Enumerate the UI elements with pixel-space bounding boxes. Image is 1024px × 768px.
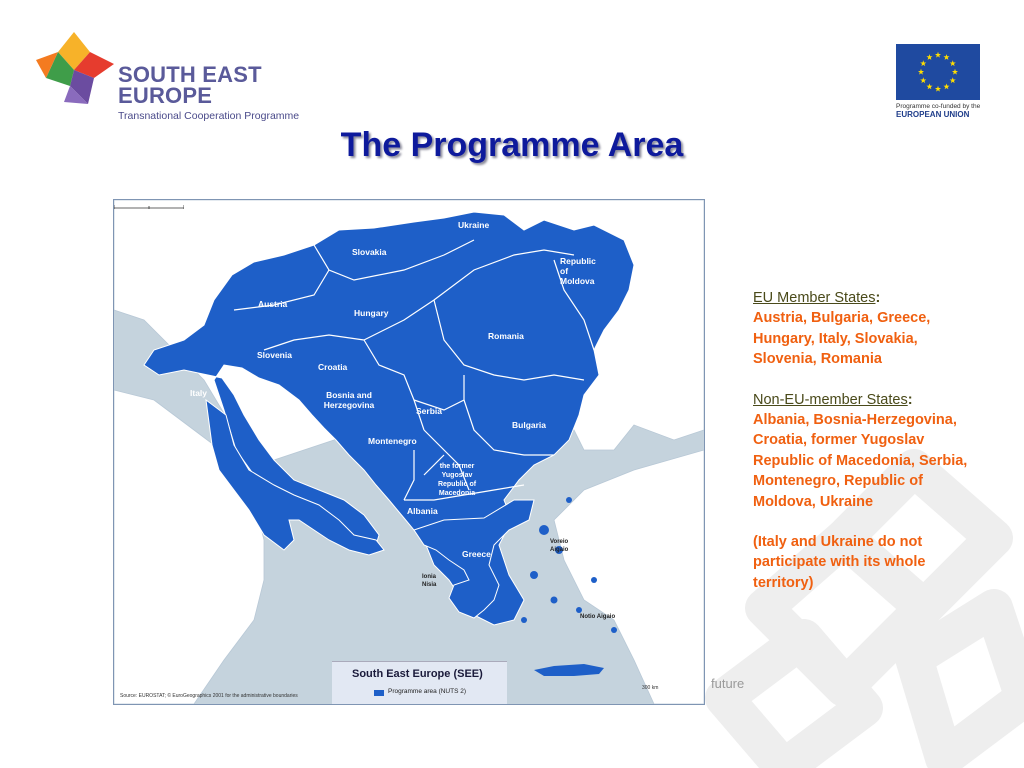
- label-moldova: Republic of Moldova: [560, 256, 596, 286]
- non-eu-members-list: Albania, Bosnia-Herzegovina, Croatia, former Yugoslav Republic of Macedonia, Serbia, Montenegro, Republic of Moldova, Ukraine: [753, 412, 968, 510]
- label-voreio-aigaio: Voreio Aigaio: [550, 539, 569, 553]
- legend-label: Programme area (NUTS 2): [388, 688, 467, 695]
- label-romania: Romania: [488, 331, 524, 341]
- aegean-island: [539, 525, 549, 535]
- logo-subtitle: Transnational Cooperation Programme: [118, 110, 300, 122]
- colon: :: [907, 391, 913, 408]
- non-eu-members-heading: Non-EU-member States: [753, 391, 908, 408]
- label-greece: Greece: [462, 549, 491, 559]
- label-bulgaria: Bulgaria: [512, 420, 547, 430]
- label-serbia: Serbia: [416, 406, 442, 416]
- label-macedonia: the former Yugoslav Republic of Macedonia: [437, 463, 477, 497]
- aegean-island: [521, 617, 527, 623]
- aegean-island: [530, 571, 538, 579]
- label-ionia-nisia: Ionia Nisia: [422, 574, 437, 588]
- label-montenegro: Montenegro: [368, 436, 417, 446]
- aegean-island: [576, 607, 582, 613]
- footer-word: future: [711, 676, 745, 691]
- eu-flag-icon: [896, 44, 980, 100]
- label-albania: Albania: [407, 506, 438, 516]
- eu-name-text: EUROPEAN UNION: [896, 110, 970, 119]
- crete-island: [534, 664, 604, 676]
- aegean-island: [591, 577, 597, 583]
- eu-members-block: [753, 288, 983, 370]
- map-graphic: [114, 200, 704, 704]
- colon: :: [875, 290, 881, 306]
- label-slovenia: Slovenia: [257, 350, 292, 360]
- label-italy: Italy: [190, 388, 208, 398]
- non-eu-members-block: [753, 390, 983, 512]
- label-austria: Austria: [258, 299, 288, 309]
- logo-title-line2: EUROPE: [118, 83, 213, 108]
- participation-note: (Italy and Ukraine do not participate with its whole territory): [753, 534, 926, 591]
- label-slovakia: Slovakia: [352, 247, 387, 257]
- label-ukraine: Ukraine: [458, 220, 490, 230]
- eu-members-heading: EU Member States: [753, 290, 876, 306]
- scale-bar: [114, 200, 184, 210]
- eu-members-list: Austria, Bulgaria, Greece, Hungary, Italy, Slovakia, Slovenia, Romania: [753, 310, 931, 368]
- label-notio-aigaio: Notio Aigaio: [580, 614, 616, 620]
- flower-logo-icon: [34, 30, 116, 108]
- logo-title-line1: SOUTH EAST: [118, 62, 262, 87]
- label-hungary: Hungary: [354, 308, 389, 318]
- programme-logo: [34, 30, 300, 122]
- eu-badge: [896, 44, 986, 119]
- label-bosnia: Bosnia and Herzegovina: [323, 390, 375, 410]
- scale-label: 300 km: [642, 685, 659, 691]
- programme-area-map: [113, 199, 705, 705]
- eu-cofunded-text: Programme co-funded by the: [896, 103, 981, 110]
- aegean-island: [551, 597, 558, 604]
- aegean-island: [611, 627, 617, 633]
- map-source: Source: EUROSTAT; © EuroGeographics 2001 for the administrative boundaries: [120, 693, 298, 699]
- logo-title: [118, 64, 262, 106]
- legend-swatch: [374, 690, 384, 696]
- label-croatia: Croatia: [318, 362, 348, 372]
- page-title: The Programme Area: [340, 126, 684, 164]
- aegean-island: [566, 497, 572, 503]
- member-states-text: [753, 288, 983, 593]
- map-legend: [332, 661, 507, 704]
- legend-title: South East Europe (SEE): [352, 668, 483, 680]
